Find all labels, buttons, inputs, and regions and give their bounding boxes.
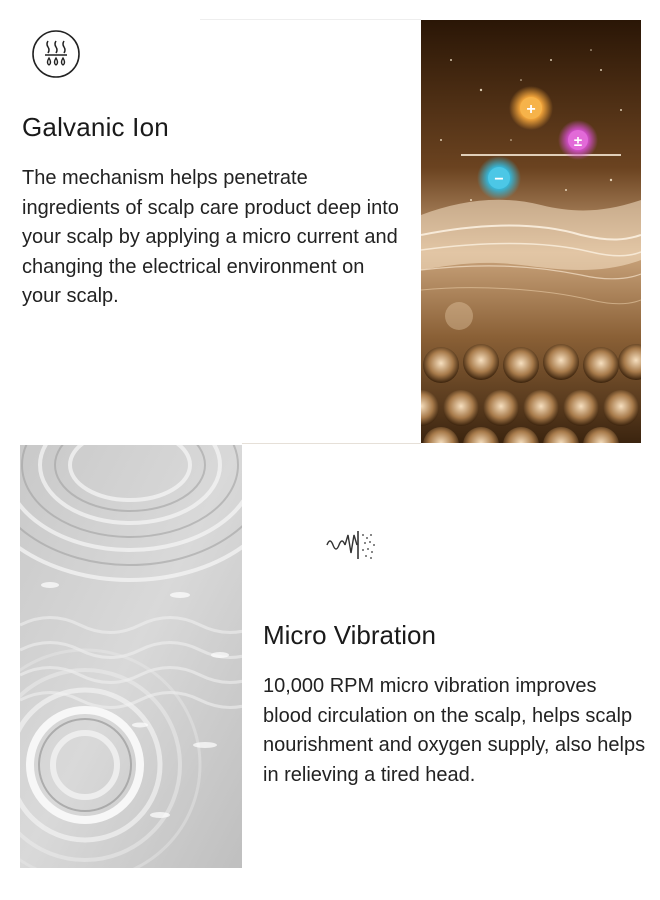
- galvanic-title: Galvanic Ion: [22, 112, 169, 142]
- top-divider: [200, 19, 421, 20]
- plus-ion-icon: +: [526, 101, 536, 118]
- galvanic-description: The mechanism helps penetrate ingredients of scalp care product deep into your scalp by applying a micro current and changing the electrical environment on your scalp.: [22, 167, 399, 307]
- heat-drops-icon: [28, 26, 84, 82]
- middle-divider: [242, 443, 421, 444]
- galvanic-ion-illustration: [421, 20, 641, 443]
- vibration-description: 10,000 RPM micro vibration improves blood circulation on the scalp, helps scalp nourishment and oxygen supply, also helps in relieving a tired head.: [263, 675, 646, 786]
- vibration-title: Micro Vibration: [263, 620, 436, 650]
- minus-ion-icon: −: [494, 171, 504, 188]
- water-ripple-illustration: [20, 445, 242, 868]
- vibration-wave-icon: [325, 527, 377, 563]
- plus-minus-ion-icon: ±: [573, 133, 583, 150]
